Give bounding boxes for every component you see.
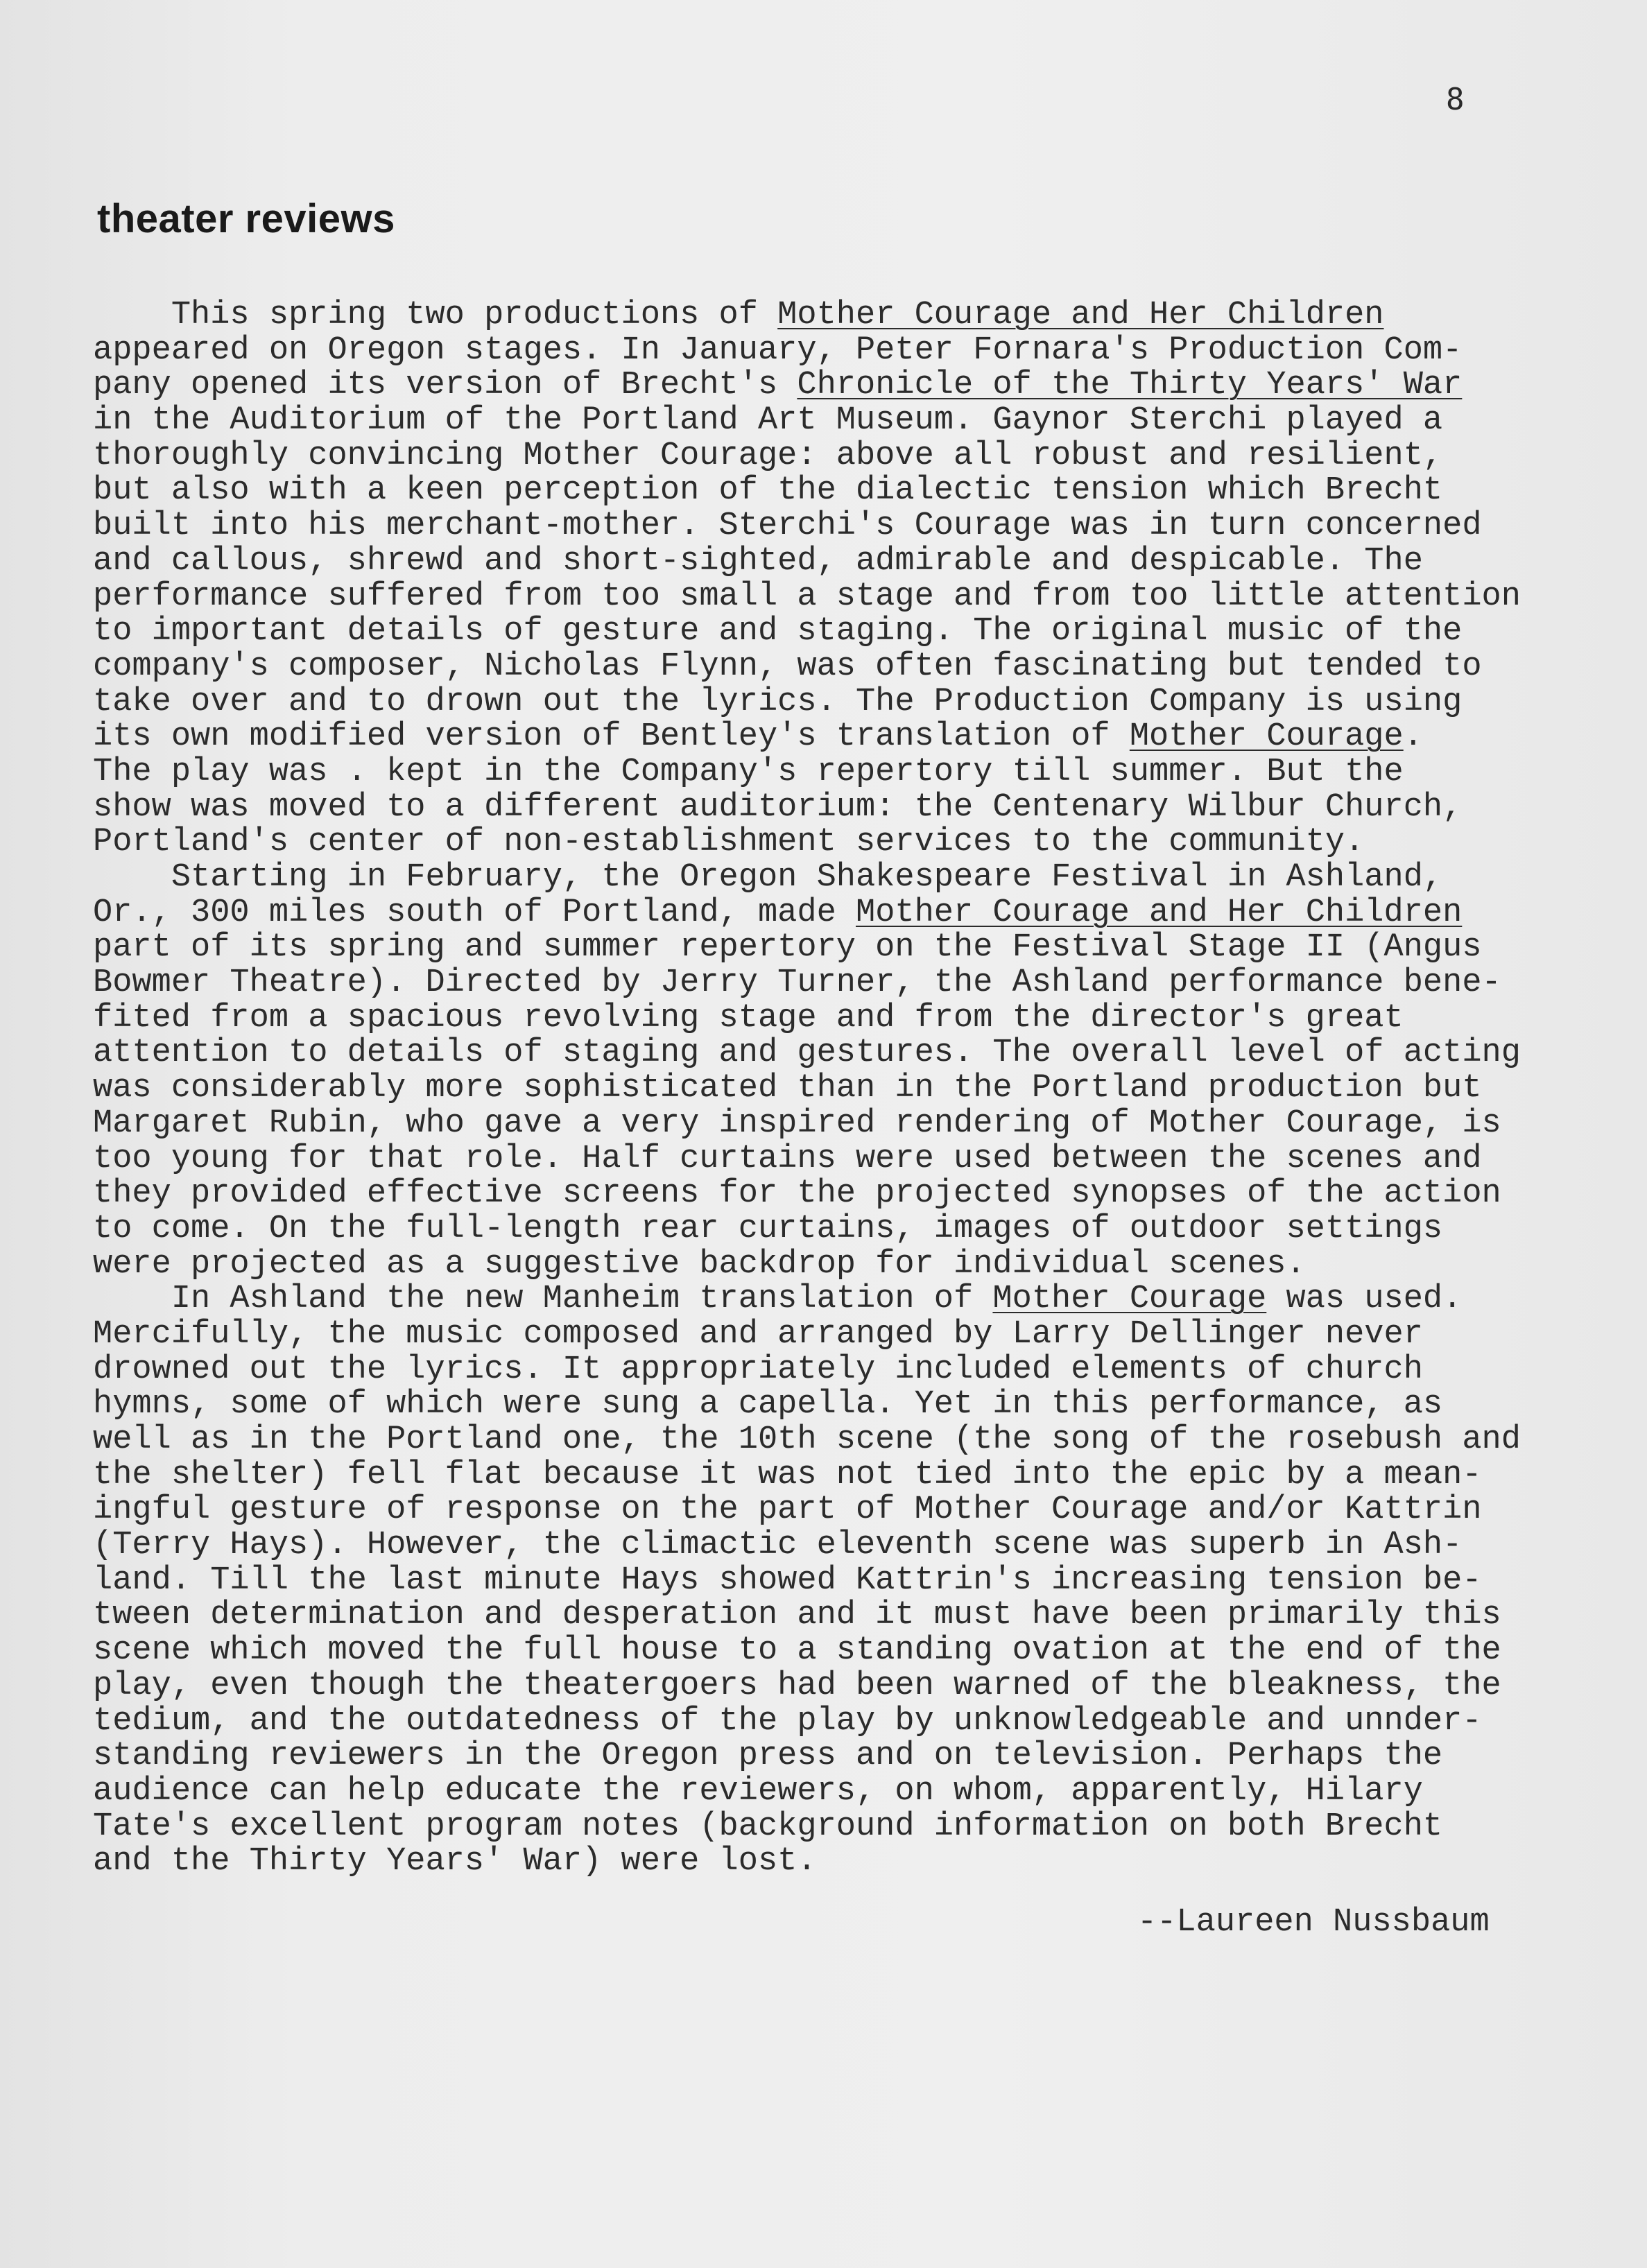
text-segment: ingful gesture of response on the part of Mother Courage and/or Kattrin <box>93 1491 1482 1529</box>
text-line <box>93 1001 1619 1037</box>
underlined-title: Chronicle of the Thirty Years' War <box>797 367 1463 404</box>
text-line <box>93 825 1619 860</box>
text-segment: drowned out the lyrics. It appropriately included elements of church <box>93 1351 1423 1388</box>
text-line <box>93 368 1619 404</box>
text-line <box>93 1036 1619 1071</box>
text-line <box>93 298 1619 334</box>
text-line <box>93 404 1619 439</box>
text-segment: to come. On the full-length rear curtains, images of outdoor settings <box>93 1210 1443 1247</box>
text-segment: thoroughly convincing Mother Courage: above all robust and resilient, <box>93 437 1443 474</box>
text-line <box>93 1177 1619 1212</box>
text-line <box>93 1458 1619 1494</box>
text-line <box>93 1071 1619 1107</box>
text-segment: play, even though the theatergoers had been warned of the bleakness, the <box>93 1667 1501 1704</box>
text-segment: tween determination and desperation and it must have been primarily this <box>93 1597 1501 1634</box>
text-line <box>93 1561 1619 1599</box>
text-line <box>93 1704 1619 1740</box>
text-segment: but also with a keen perception of the dialectic tension which Brecht <box>93 472 1443 510</box>
underlined-title: Mother Courage and Her Children <box>855 894 1463 931</box>
text-segment: its own modified version of Bentley's translation of <box>93 718 1130 756</box>
underlined-title: Mother Courage and Her Children <box>777 297 1384 334</box>
text-line <box>93 509 1619 544</box>
page-number: 8 <box>1446 82 1465 117</box>
text-segment: audience can help educate the reviewers, on whom, apparently, Hilary <box>93 1772 1423 1810</box>
text-segment: land. Till the last minute Hays showed Kattrin's increasing tension be- <box>93 1561 1482 1599</box>
text-line <box>93 1317 1619 1353</box>
text-line <box>93 1844 1619 1880</box>
underlined-title: Mother Courage <box>1129 718 1404 756</box>
text-segment: too young for that role. Half curtains were used between the scenes and <box>93 1140 1482 1177</box>
text-line <box>93 544 1619 580</box>
text-line <box>93 1423 1619 1458</box>
text-segment: Portland's center of non-establishment services to the community. <box>93 824 1365 861</box>
text-segment: pany opened its version of Brecht's <box>93 367 797 404</box>
text-segment: Starting in February, the Oregon Shakespeare Festival in Ashland, <box>93 859 1443 896</box>
text-segment: appeared on Oregon stages. In January, Peter Fornara's Production Com- <box>93 331 1463 369</box>
text-line <box>93 1247 1619 1283</box>
text-segment: . <box>1403 718 1423 756</box>
text-line <box>93 1669 1619 1704</box>
text-segment: This spring two productions of <box>93 297 778 334</box>
text-line <box>93 1212 1619 1247</box>
text-line <box>93 650 1619 685</box>
text-segment: Mercifully, the music composed and arranged by Larry Dellinger never <box>93 1315 1423 1353</box>
underlined-title: Mother Courage <box>992 1281 1267 1318</box>
text-line <box>93 1598 1619 1634</box>
text-line <box>93 930 1619 966</box>
text-segment: performance suffered from too small a stage and from too little attention <box>93 578 1521 615</box>
text-segment: tedium, and the outdatedness of the play by unknowledgeable and unnder- <box>93 1702 1482 1740</box>
text-line <box>93 755 1619 790</box>
text-segment: Tate's excellent program notes (background information on both Brecht <box>93 1808 1443 1845</box>
author-signature: --Laureen Nussbaum <box>1137 1904 1490 1941</box>
text-line <box>93 1739 1619 1774</box>
text-line <box>93 966 1619 1001</box>
text-segment: were projected as a suggestive backdrop for individual scenes. <box>93 1245 1306 1283</box>
text-segment: and the Thirty Years' War) were lost. <box>93 1843 817 1880</box>
text-segment: standing reviewers in the Oregon press and on television. Perhaps the <box>93 1738 1443 1775</box>
text-line <box>93 331 1619 369</box>
text-line <box>93 720 1619 755</box>
text-line <box>93 1810 1619 1845</box>
review-body <box>93 298 1619 1880</box>
text-line <box>93 790 1619 826</box>
text-segment: Bowmer Theatre). Directed by Jerry Turner, the Ashland performance bene- <box>93 964 1501 1002</box>
text-segment: Or., 300 miles south of Portland, made <box>93 894 856 931</box>
text-line <box>93 1142 1619 1177</box>
text-line <box>93 1387 1619 1423</box>
text-segment: in the Auditorium of the Portland Art Museum. Gaynor Sterchi played a <box>93 402 1443 440</box>
text-segment: In Ashland the new Manheim translation of <box>93 1281 993 1318</box>
text-segment: take over and to drown out the lyrics. The Production Company is using <box>93 683 1463 720</box>
text-line <box>93 439 1619 474</box>
text-line <box>93 1353 1619 1388</box>
text-segment: Margaret Rubin, who gave a very inspired rendering of Mother Courage, is <box>93 1105 1501 1142</box>
text-line <box>93 1282 1619 1317</box>
text-segment: built into his merchant-mother. Sterchi's Courage was in turn concerned <box>93 508 1482 545</box>
text-line <box>93 580 1619 615</box>
text-segment: part of its spring and summer repertory on the Festival Stage II (Angus <box>93 929 1482 967</box>
text-line <box>93 614 1619 650</box>
text-segment: they provided effective screens for the projected synopses of the action <box>93 1175 1501 1213</box>
text-segment: was considerably more sophisticated than in the Portland production but <box>93 1070 1482 1107</box>
text-line <box>93 685 1619 720</box>
text-line <box>93 1774 1619 1810</box>
text-segment: attention to details of staging and gestures. The overall level of acting <box>93 1035 1521 1072</box>
text-segment: and callous, shrewd and short-sighted, admirable and despicable. The <box>93 542 1423 580</box>
text-line <box>93 474 1619 509</box>
text-segment: was used. <box>1266 1281 1463 1318</box>
text-segment: to important details of gesture and staging. The original music of the <box>93 613 1463 650</box>
text-segment: the shelter) fell flat because it was not tied into the epic by a mean- <box>93 1456 1482 1494</box>
section-heading: theater reviews <box>97 196 395 241</box>
text-line <box>93 1528 1619 1564</box>
text-line <box>93 896 1619 931</box>
text-segment: fited from a spacious revolving stage and from the director's great <box>93 999 1404 1037</box>
text-line <box>93 1107 1619 1142</box>
text-segment: hymns, some of which were sung a capella. Yet in this performance, as <box>93 1386 1443 1423</box>
text-segment: (Terry Hays). However, the climactic eleventh scene was superb in Ash- <box>93 1527 1463 1564</box>
text-line <box>93 1634 1619 1669</box>
text-line <box>93 860 1619 896</box>
text-segment: company's composer, Nicholas Flynn, was often fascinating but tended to <box>93 648 1482 685</box>
text-segment: scene which moved the full house to a standing ovation at the end of the <box>93 1632 1501 1670</box>
text-segment: show was moved to a different auditorium: the Centenary Wilbur Church, <box>93 788 1463 826</box>
text-segment: The play was . kept in the Company's repertory till summer. But the <box>93 753 1404 790</box>
text-segment: well as in the Portland one, the 10th scene (the song of the rosebush and <box>93 1421 1521 1458</box>
text-line <box>93 1493 1619 1528</box>
